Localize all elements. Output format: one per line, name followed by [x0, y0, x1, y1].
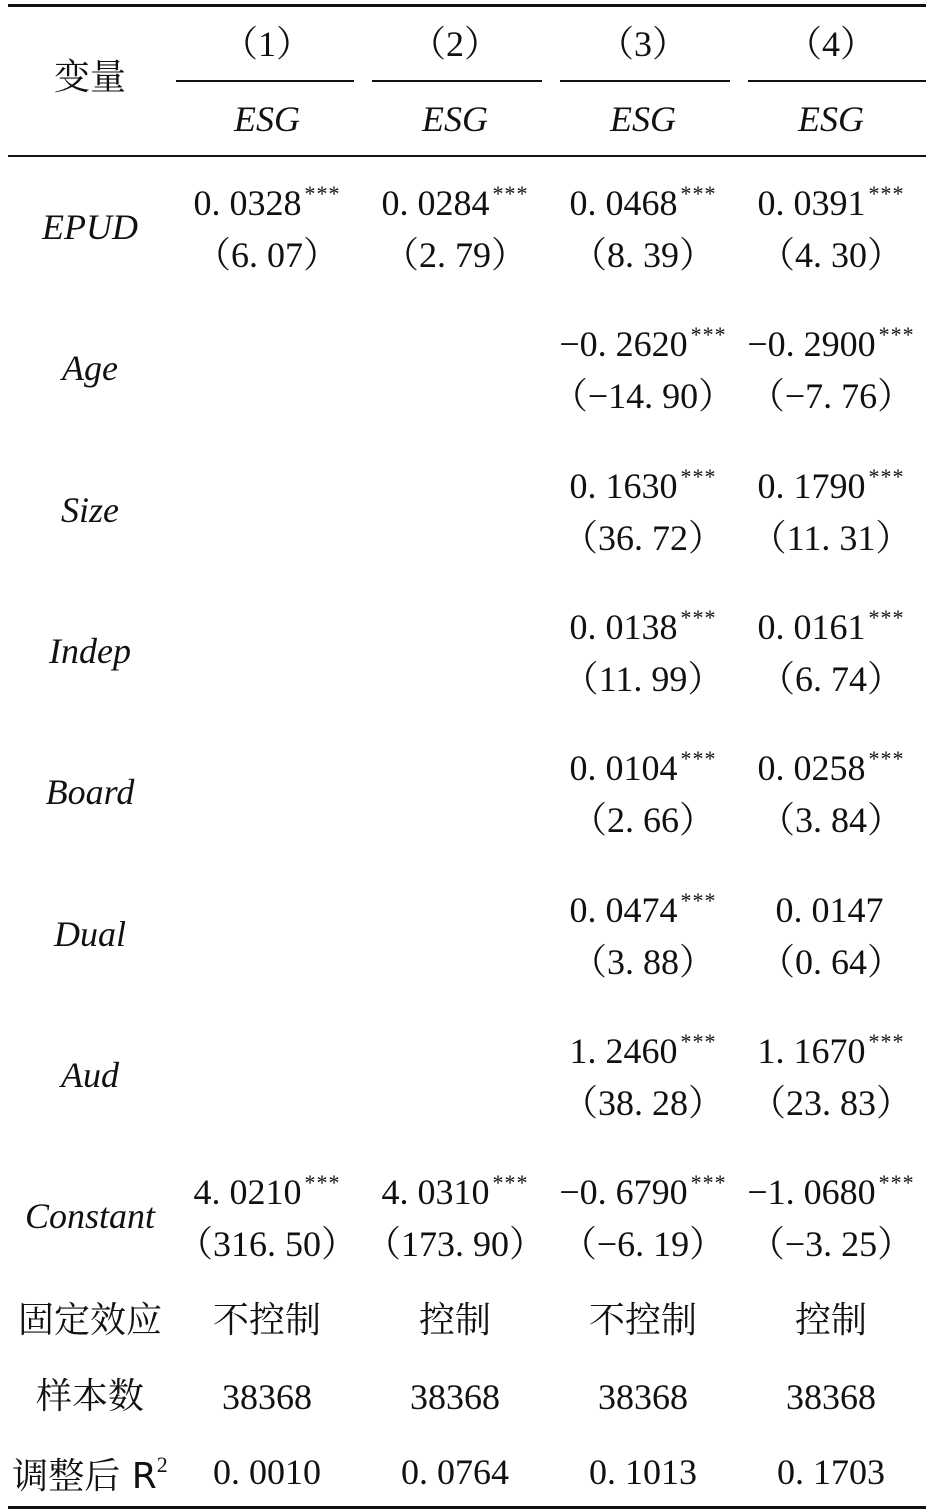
header-group-rule-4 [748, 80, 926, 82]
coefficient-cell [360, 324, 550, 362]
coefficient-cell [172, 748, 362, 786]
adj-r2-2: 0. 0764 [401, 1452, 509, 1492]
fixed-effects-label: 固定效应 [17, 1300, 162, 1341]
coefficient-cell [548, 322, 738, 365]
coefficient-cell [736, 604, 926, 647]
t-statistic: （−6. 19） [560, 1224, 726, 1265]
t-statistic: （8. 39） [570, 235, 715, 275]
t-statistic: （3. 84） [758, 800, 903, 841]
significance-stars: *** [878, 322, 915, 348]
col-dep-4: ESG [798, 99, 864, 139]
coefficient-cell [360, 183, 550, 221]
col-dep-1: ESG [234, 99, 300, 139]
coefficient-cell [172, 1170, 362, 1213]
significance-stars: *** [868, 746, 905, 772]
coefficient-value: 0. 0104 [569, 748, 678, 789]
variable-header: 变量 [53, 57, 126, 98]
col-dep-3: ESG [610, 99, 676, 139]
coefficient-cell [172, 466, 362, 504]
significance-stars: *** [868, 1028, 905, 1054]
t-statistic: （316. 50） [176, 1224, 357, 1265]
coefficient-value: 0. 0284 [381, 183, 490, 223]
coefficient-cell [360, 466, 550, 504]
coefficient-cell [548, 1028, 738, 1071]
significance-stars: *** [690, 1170, 727, 1196]
coefficient-value: −0. 6790 [559, 1172, 688, 1213]
coefficient-value: 0. 0161 [757, 606, 866, 647]
fixed-effects-1: 不控制 [212, 1300, 321, 1341]
variable-label: Dual [54, 913, 126, 954]
sample-size-1: 38368 [222, 1377, 312, 1417]
coefficient-cell [548, 183, 738, 221]
coefficient-value: −0. 2900 [747, 324, 876, 365]
coefficient-value: 0. 0258 [757, 748, 866, 789]
significance-stars: *** [492, 1170, 529, 1196]
coefficient-cell [548, 746, 738, 789]
t-statistic: （−7. 76） [748, 376, 914, 417]
bottom-rule [8, 1506, 926, 1509]
variable-label: Size [61, 489, 119, 530]
t-statistic: （11. 31） [750, 517, 912, 558]
coefficient-value: 0. 0328 [193, 183, 302, 223]
header-group-rule-3 [560, 80, 730, 82]
col-number-2: （2） [409, 24, 500, 64]
t-statistic: （23. 83） [749, 1082, 912, 1123]
significance-stars: *** [868, 604, 905, 630]
significance-stars: *** [304, 181, 341, 206]
coefficient-value: 0. 0468 [569, 183, 678, 223]
coefficient-value: 0. 0474 [569, 889, 678, 930]
fixed-effects-2: 控制 [418, 1300, 491, 1341]
significance-stars: *** [868, 181, 905, 206]
significance-stars: *** [680, 887, 717, 913]
significance-stars: *** [304, 1170, 341, 1196]
coefficient-cell [172, 183, 362, 221]
adj-r2-label-text: 调整后 R [12, 1456, 157, 1497]
coefficient-cell [548, 604, 738, 647]
variable-label: Age [62, 348, 118, 389]
col-number-4: （4） [785, 24, 876, 64]
adj-r2-1: 0. 0010 [213, 1452, 321, 1492]
top-rule [8, 4, 926, 7]
significance-stars: *** [680, 463, 717, 489]
coefficient-cell [736, 463, 926, 506]
coefficient-cell [736, 890, 926, 928]
coefficient-cell [548, 463, 738, 506]
coefficient-cell [172, 324, 362, 362]
coefficient-cell [360, 1031, 550, 1069]
t-statistic: （4. 30） [758, 235, 903, 275]
col-number-3: （3） [597, 24, 688, 64]
significance-stars: *** [680, 181, 717, 206]
sample-size-3: 38368 [598, 1377, 688, 1417]
variable-label: Aud [61, 1054, 119, 1095]
coefficient-cell [172, 890, 362, 928]
t-statistic: （11. 99） [562, 658, 724, 699]
coefficient-cell [548, 1170, 738, 1213]
adj-r2-label-sup: 2 [156, 1452, 168, 1477]
fixed-effects-3: 不控制 [588, 1300, 697, 1341]
coefficient-value: 4. 0210 [193, 1172, 302, 1213]
coefficient-cell [360, 890, 550, 928]
variable-label: Indep [49, 630, 131, 671]
coefficient-cell [548, 887, 738, 930]
t-statistic: （6. 74） [758, 658, 903, 699]
significance-stars: *** [680, 604, 717, 630]
variable-label: EPUD [42, 207, 138, 247]
adj-r2-label [0, 1454, 180, 1495]
t-statistic: （2. 66） [570, 800, 715, 841]
col-number-1: （1） [221, 24, 312, 64]
significance-stars: *** [868, 463, 905, 489]
significance-stars: *** [492, 181, 529, 206]
t-statistic: （−3. 25） [748, 1224, 914, 1265]
sample-size-label: 样本数 [35, 1376, 144, 1417]
coefficient-value: 1. 1670 [757, 1030, 866, 1071]
coefficient-cell [736, 1028, 926, 1071]
coefficient-cell [736, 746, 926, 789]
coefficient-value: −0. 2620 [559, 324, 688, 365]
t-statistic: （2. 79） [382, 235, 527, 275]
coefficient-value: 4. 0310 [381, 1172, 490, 1213]
coefficient-value: 1. 2460 [569, 1030, 678, 1071]
coefficient-cell [360, 607, 550, 645]
coefficient-cell [172, 1031, 362, 1069]
significance-stars: *** [878, 1170, 915, 1196]
fixed-effects-4: 控制 [794, 1300, 867, 1341]
coefficient-value: 0. 0147 [775, 889, 884, 930]
coefficient-value: 0. 0391 [757, 183, 866, 223]
adj-r2-3: 0. 1013 [589, 1452, 697, 1492]
header-bottom-rule [8, 155, 926, 157]
t-statistic: （0. 64） [758, 941, 903, 982]
significance-stars: *** [690, 322, 727, 348]
variable-label: Constant [24, 1196, 156, 1237]
coefficient-value: 0. 1790 [757, 465, 866, 506]
sample-size-2: 38368 [410, 1377, 500, 1417]
t-statistic: （36. 72） [561, 517, 724, 558]
coefficient-value: 0. 0138 [569, 606, 678, 647]
t-statistic: （173. 90） [364, 1224, 545, 1265]
coefficient-value: −1. 0680 [747, 1172, 876, 1213]
adj-r2-4: 0. 1703 [777, 1452, 885, 1492]
t-statistic: （3. 88） [570, 941, 715, 982]
col-dep-2: ESG [422, 99, 488, 139]
coefficient-value: 0. 1630 [569, 465, 678, 506]
coefficient-cell [736, 183, 926, 221]
t-statistic: （38. 28） [561, 1082, 724, 1123]
sample-size-4: 38368 [786, 1377, 876, 1417]
header-group-rule-1 [176, 80, 354, 82]
coefficient-cell [360, 1170, 550, 1213]
coefficient-cell [736, 1170, 926, 1213]
significance-stars: *** [680, 1028, 717, 1054]
header-group-rule-2 [372, 80, 542, 82]
coefficient-cell [172, 607, 362, 645]
coefficient-cell [360, 748, 550, 786]
t-statistic: （6. 07） [194, 235, 339, 275]
coefficient-cell [736, 322, 926, 365]
significance-stars: *** [680, 746, 717, 772]
variable-label: Board [45, 772, 135, 813]
t-statistic: （−14. 90） [551, 376, 735, 417]
